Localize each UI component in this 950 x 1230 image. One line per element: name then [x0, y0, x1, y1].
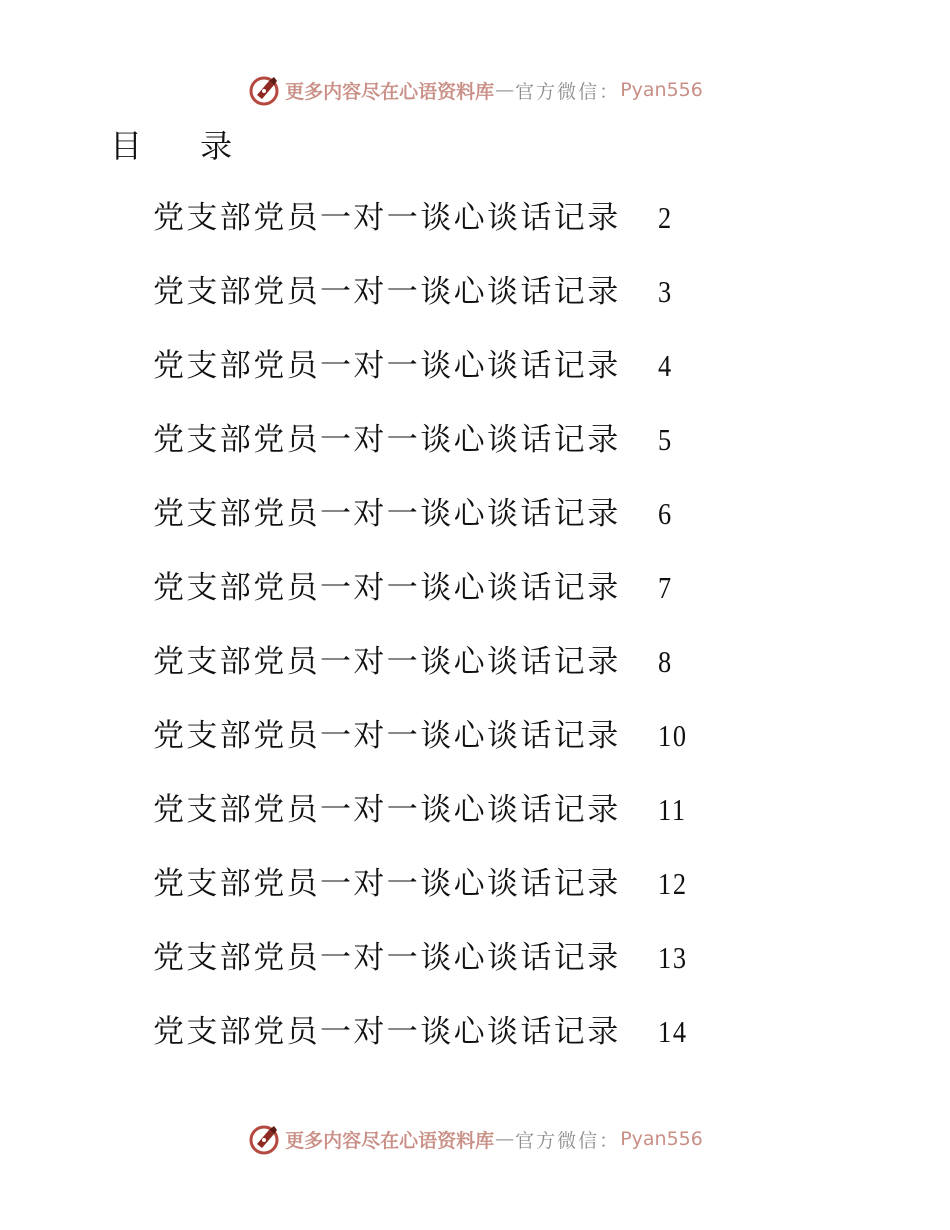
toc-entry-title: 党支部党员一对一谈心谈话记录	[153, 570, 621, 606]
toc-entry[interactable]	[153, 418, 693, 492]
toc-entry-page-number: 14	[658, 1014, 688, 1049]
toc-entry-page-number: 10	[658, 718, 688, 753]
toc-entry-page-number: 2	[658, 200, 673, 235]
toc-entry-title: 党支部党员一对一谈心谈话记录	[153, 718, 621, 754]
header-watermark	[0, 70, 950, 110]
toc-entry[interactable]	[153, 640, 693, 714]
toc-entry-page-number: 5	[658, 422, 673, 457]
toc-entry-title: 党支部党员一对一谈心谈话记录	[153, 422, 621, 458]
toc-entry[interactable]	[153, 1010, 693, 1084]
toc-entry[interactable]	[153, 196, 693, 270]
footer-watermark	[0, 1119, 950, 1159]
pen-nib-logo-icon	[247, 73, 281, 107]
toc-entry-page-number: 13	[658, 940, 688, 975]
watermark-dash: —	[495, 79, 515, 101]
watermark-wechat-id: Pyan556	[620, 1128, 703, 1150]
watermark-brand-text: 更多内容尽在心语资料库	[285, 1129, 495, 1152]
toc-entry-page-number: 6	[658, 496, 673, 531]
toc-entry-title: 党支部党员一对一谈心谈话记录	[153, 644, 621, 680]
toc-entry-page-number: 11	[658, 792, 687, 827]
toc-entry[interactable]	[153, 270, 693, 344]
toc-entry-title: 党支部党员一对一谈心谈话记录	[153, 348, 621, 384]
toc-title: 目 录	[110, 127, 257, 165]
toc-entry-title: 党支部党员一对一谈心谈话记录	[153, 866, 621, 902]
toc-entry-title: 党支部党员一对一谈心谈话记录	[153, 496, 621, 532]
toc-entry-title: 党支部党员一对一谈心谈话记录	[153, 274, 621, 310]
toc-entry-title: 党支部党员一对一谈心谈话记录	[153, 1014, 621, 1050]
toc-entry-page-number: 8	[658, 644, 673, 679]
pen-nib-logo-icon	[247, 1122, 281, 1156]
watermark-wechat-id: Pyan556	[620, 79, 703, 101]
toc-entry[interactable]	[153, 936, 693, 1010]
watermark-label: 官方微信：	[515, 1129, 621, 1152]
watermark-brand-text: 更多内容尽在心语资料库	[285, 80, 495, 103]
toc-entry-page-number: 4	[658, 348, 673, 383]
watermark-dash: —	[495, 1128, 515, 1150]
toc-entry-page-number: 7	[658, 570, 673, 605]
toc-entry-page-number: 3	[658, 274, 673, 309]
toc-entry[interactable]	[153, 344, 693, 418]
watermark-label: 官方微信：	[515, 80, 621, 103]
toc-entry[interactable]	[153, 862, 693, 936]
toc-entry[interactable]	[153, 492, 693, 566]
toc-entry-title: 党支部党员一对一谈心谈话记录	[153, 200, 621, 236]
toc-entry[interactable]	[153, 566, 693, 640]
toc-entry-title: 党支部党员一对一谈心谈话记录	[153, 940, 621, 976]
toc-entry-page-number: 12	[658, 866, 688, 901]
toc-entry-title: 党支部党员一对一谈心谈话记录	[153, 792, 621, 828]
toc-entry[interactable]	[153, 714, 693, 788]
toc-entry[interactable]	[153, 788, 693, 862]
toc-list	[153, 196, 693, 1084]
